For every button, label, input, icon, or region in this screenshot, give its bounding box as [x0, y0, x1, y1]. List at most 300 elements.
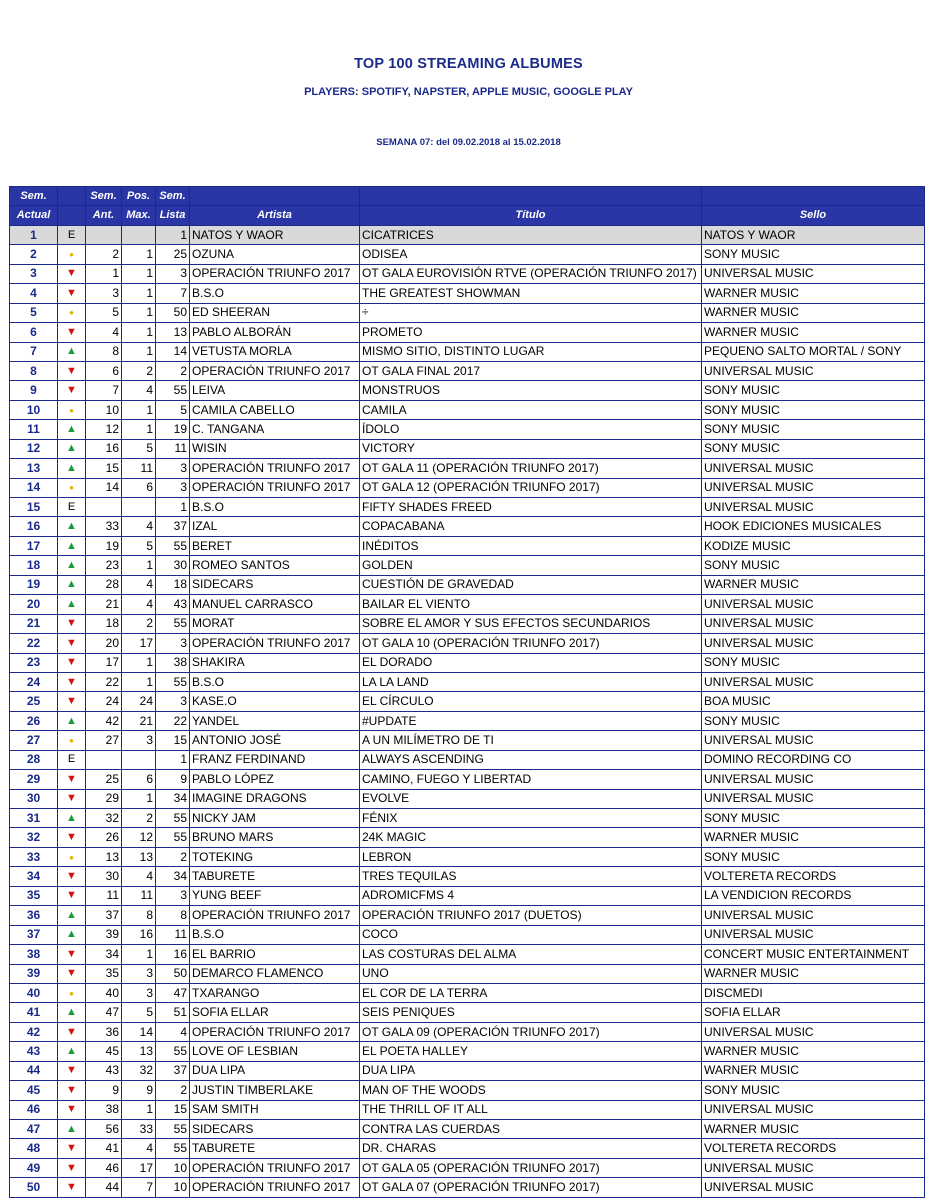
trend-cell [58, 828, 86, 847]
table-row [10, 1139, 925, 1158]
table-row [10, 964, 925, 983]
position-cell: 44 [10, 1061, 58, 1080]
title-cell: ADROMICFMS 4 [360, 886, 702, 905]
chart-table [9, 186, 925, 1198]
weeks-on-chart-cell: 37 [156, 1061, 190, 1080]
previous-week-cell: 34 [86, 945, 122, 964]
title-cell: DUA LIPA [360, 1061, 702, 1080]
previous-week-cell: 39 [86, 925, 122, 944]
label-cell: LA VENDICION RECORDS [702, 886, 925, 905]
trend-cell [58, 1120, 86, 1139]
label-cell: UNIVERSAL MUSIC [702, 264, 925, 283]
title-cell: OT GALA 12 (OPERACIÓN TRIUNFO 2017) [360, 478, 702, 497]
artist-cell: KASE.O [190, 692, 360, 711]
table-row [10, 1100, 925, 1119]
peak-position-cell: 16 [122, 925, 156, 944]
position-cell: 30 [10, 789, 58, 808]
weeks-on-chart-cell: 55 [156, 809, 190, 828]
triangle-down-icon: ▼ [66, 656, 77, 669]
artist-cell: LEIVA [190, 381, 360, 400]
peak-position-cell: 2 [122, 809, 156, 828]
peak-position-cell: 4 [122, 595, 156, 614]
artist-cell: BERET [190, 536, 360, 555]
trend-cell [58, 439, 86, 458]
weeks-on-chart-cell: 11 [156, 925, 190, 944]
triangle-up-icon: ▲ [66, 559, 77, 572]
col-sello-top [702, 187, 925, 206]
trend-cell [58, 964, 86, 983]
artist-cell: TOTEKING [190, 847, 360, 866]
triangle-up-icon: ▲ [66, 1006, 77, 1019]
position-cell: 39 [10, 964, 58, 983]
col-ant-bottom: Ant. [86, 206, 122, 225]
new-entry-marker: E [67, 228, 76, 241]
table-row [10, 634, 925, 653]
col-artista-top [190, 187, 360, 206]
previous-week-cell: 42 [86, 711, 122, 730]
peak-position-cell: 1 [122, 303, 156, 322]
artist-cell: B.S.O [190, 925, 360, 944]
title-cell: CAMILA [360, 400, 702, 419]
artist-cell: VETUSTA MORLA [190, 342, 360, 361]
peak-position-cell [122, 498, 156, 517]
table-row [10, 1158, 925, 1177]
triangle-up-icon: ▲ [66, 578, 77, 591]
previous-week-cell: 37 [86, 906, 122, 925]
table-row [10, 789, 925, 808]
trend-cell [58, 361, 86, 380]
table-row [10, 1003, 925, 1022]
label-cell: SONY MUSIC [702, 847, 925, 866]
position-cell: 21 [10, 614, 58, 633]
previous-week-cell: 10 [86, 400, 122, 419]
title-cell: TRES TEQUILAS [360, 867, 702, 886]
peak-position-cell: 2 [122, 614, 156, 633]
chart-body [10, 225, 925, 1197]
position-cell: 6 [10, 323, 58, 342]
weeks-on-chart-cell: 34 [156, 867, 190, 886]
trend-cell [58, 1003, 86, 1022]
weeks-on-chart-cell: 4 [156, 1022, 190, 1041]
table-row [10, 225, 925, 244]
trend-cell [58, 1158, 86, 1177]
triangle-down-icon: ▼ [66, 1142, 77, 1155]
table-row [10, 517, 925, 536]
label-cell: HOOK EDICIONES MUSICALES [702, 517, 925, 536]
previous-week-cell: 23 [86, 556, 122, 575]
trend-cell [58, 400, 86, 419]
artist-cell: OPERACIÓN TRIUNFO 2017 [190, 1022, 360, 1041]
table-row [10, 381, 925, 400]
title-cell: CAMINO, FUEGO Y LIBERTAD [360, 770, 702, 789]
position-cell: 27 [10, 731, 58, 750]
peak-position-cell: 1 [122, 945, 156, 964]
trend-cell [58, 342, 86, 361]
trend-cell [58, 1178, 86, 1197]
table-row [10, 575, 925, 594]
trend-cell [58, 517, 86, 536]
table-row [10, 770, 925, 789]
previous-week-cell: 18 [86, 614, 122, 633]
title-cell: OT GALA EUROVISIÓN RTVE (OPERACIÓN TRIUNFO 2017) [360, 264, 702, 283]
peak-position-cell: 1 [122, 672, 156, 691]
peak-position-cell: 3 [122, 964, 156, 983]
label-cell: WARNER MUSIC [702, 1061, 925, 1080]
artist-cell: OPERACIÓN TRIUNFO 2017 [190, 478, 360, 497]
triangle-up-icon: ▲ [66, 461, 77, 474]
previous-week-cell: 4 [86, 323, 122, 342]
previous-week-cell: 28 [86, 575, 122, 594]
trend-cell [58, 264, 86, 283]
peak-position-cell: 5 [122, 536, 156, 555]
title-cell: VICTORY [360, 439, 702, 458]
position-cell: 38 [10, 945, 58, 964]
triangle-up-icon: ▲ [66, 442, 77, 455]
trend-cell [58, 459, 86, 478]
peak-position-cell: 4 [122, 517, 156, 536]
label-cell: SONY MUSIC [702, 245, 925, 264]
weeks-on-chart-cell: 2 [156, 847, 190, 866]
position-cell: 3 [10, 264, 58, 283]
col-trend-bottom [58, 206, 86, 225]
label-cell: WARNER MUSIC [702, 575, 925, 594]
table-row [10, 614, 925, 633]
trend-cell [58, 575, 86, 594]
position-cell: 22 [10, 634, 58, 653]
title-cell: INÉDITOS [360, 536, 702, 555]
weeks-on-chart-cell: 3 [156, 692, 190, 711]
position-cell: 42 [10, 1022, 58, 1041]
previous-week-cell: 11 [86, 886, 122, 905]
position-cell: 48 [10, 1139, 58, 1158]
table-row [10, 595, 925, 614]
artist-cell: CAMILA CABELLO [190, 400, 360, 419]
label-cell: WARNER MUSIC [702, 323, 925, 342]
new-entry-marker: E [67, 753, 76, 766]
weeks-on-chart-cell: 14 [156, 342, 190, 361]
triangle-down-icon: ▼ [66, 1161, 77, 1174]
label-cell: WARNER MUSIC [702, 828, 925, 847]
table-row [10, 361, 925, 380]
weeks-on-chart-cell: 16 [156, 945, 190, 964]
artist-cell: IZAL [190, 517, 360, 536]
weeks-on-chart-cell: 7 [156, 284, 190, 303]
peak-position-cell: 1 [122, 284, 156, 303]
peak-position-cell: 24 [122, 692, 156, 711]
position-cell: 9 [10, 381, 58, 400]
weeks-on-chart-cell: 19 [156, 420, 190, 439]
title-cell: EL COR DE LA TERRA [360, 983, 702, 1002]
title-cell: SEIS PENIQUES [360, 1003, 702, 1022]
label-cell: UNIVERSAL MUSIC [702, 1158, 925, 1177]
weeks-on-chart-cell: 3 [156, 886, 190, 905]
dot-icon: ● [69, 308, 74, 318]
position-cell: 5 [10, 303, 58, 322]
triangle-down-icon: ▼ [66, 1025, 77, 1038]
title-cell: THE THRILL OF IT ALL [360, 1100, 702, 1119]
triangle-up-icon: ▲ [66, 928, 77, 941]
triangle-down-icon: ▼ [66, 792, 77, 805]
weeks-on-chart-cell: 3 [156, 634, 190, 653]
table-row [10, 1022, 925, 1041]
artist-cell: ED SHEERAN [190, 303, 360, 322]
position-cell: 14 [10, 478, 58, 497]
previous-week-cell [86, 750, 122, 769]
position-cell: 50 [10, 1178, 58, 1197]
peak-position-cell [122, 750, 156, 769]
peak-position-cell: 13 [122, 847, 156, 866]
previous-week-cell: 5 [86, 303, 122, 322]
previous-week-cell: 46 [86, 1158, 122, 1177]
label-cell: SONY MUSIC [702, 381, 925, 400]
table-row [10, 1081, 925, 1100]
artist-cell: OPERACIÓN TRIUNFO 2017 [190, 1158, 360, 1177]
title-cell: EVOLVE [360, 789, 702, 808]
artist-cell: PABLO LÓPEZ [190, 770, 360, 789]
trend-cell [58, 614, 86, 633]
table-row [10, 672, 925, 691]
previous-week-cell: 56 [86, 1120, 122, 1139]
trend-cell [58, 867, 86, 886]
label-cell: UNIVERSAL MUSIC [702, 478, 925, 497]
weeks-on-chart-cell: 3 [156, 478, 190, 497]
previous-week-cell: 22 [86, 672, 122, 691]
artist-cell: YANDEL [190, 711, 360, 730]
dot-icon: ● [69, 988, 74, 998]
trend-cell [58, 536, 86, 555]
peak-position-cell: 21 [122, 711, 156, 730]
trend-cell [58, 847, 86, 866]
triangle-down-icon: ▼ [66, 870, 77, 883]
artist-cell: MORAT [190, 614, 360, 633]
table-row [10, 809, 925, 828]
weeks-on-chart-cell: 25 [156, 245, 190, 264]
title-cell: FIFTY SHADES FREED [360, 498, 702, 517]
artist-cell: LOVE OF LESBIAN [190, 1042, 360, 1061]
position-cell: 10 [10, 400, 58, 419]
previous-week-cell [86, 225, 122, 244]
artist-cell: SIDECARS [190, 575, 360, 594]
weeks-on-chart-cell: 8 [156, 906, 190, 925]
triangle-up-icon: ▲ [66, 539, 77, 552]
label-cell: UNIVERSAL MUSIC [702, 459, 925, 478]
weeks-on-chart-cell: 3 [156, 459, 190, 478]
triangle-down-icon: ▼ [66, 675, 77, 688]
triangle-down-icon: ▼ [66, 947, 77, 960]
label-cell: UNIVERSAL MUSIC [702, 1178, 925, 1197]
position-cell: 37 [10, 925, 58, 944]
table-row [10, 847, 925, 866]
trend-cell [58, 906, 86, 925]
previous-week-cell: 7 [86, 381, 122, 400]
triangle-up-icon: ▲ [66, 345, 77, 358]
title-cell: CICATRICES [360, 225, 702, 244]
artist-cell: ANTONIO JOSÉ [190, 731, 360, 750]
peak-position-cell: 6 [122, 478, 156, 497]
position-cell: 25 [10, 692, 58, 711]
col-titulo-header: Título [360, 206, 702, 225]
position-cell: 20 [10, 595, 58, 614]
table-row [10, 925, 925, 944]
previous-week-cell: 6 [86, 361, 122, 380]
trend-cell [58, 284, 86, 303]
table-row [10, 342, 925, 361]
label-cell: KODIZE MUSIC [702, 536, 925, 555]
title-cell: UNO [360, 964, 702, 983]
artist-cell: MANUEL CARRASCO [190, 595, 360, 614]
artist-cell: OPERACIÓN TRIUNFO 2017 [190, 634, 360, 653]
triangle-down-icon: ▼ [66, 364, 77, 377]
triangle-down-icon: ▼ [66, 267, 77, 280]
position-cell: 26 [10, 711, 58, 730]
triangle-up-icon: ▲ [66, 1044, 77, 1057]
position-cell: 4 [10, 284, 58, 303]
weeks-on-chart-cell: 10 [156, 1158, 190, 1177]
label-cell: SONY MUSIC [702, 711, 925, 730]
position-cell: 46 [10, 1100, 58, 1119]
week-range: SEMANA 07: del 09.02.2018 al 15.02.2018 [376, 137, 561, 148]
artist-cell: OPERACIÓN TRIUNFO 2017 [190, 264, 360, 283]
artist-cell: DEMARCO FLAMENCO [190, 964, 360, 983]
triangle-down-icon: ▼ [66, 889, 77, 902]
artist-cell: SAM SMITH [190, 1100, 360, 1119]
title-cell: OT GALA 10 (OPERACIÓN TRIUNFO 2017) [360, 634, 702, 653]
title-cell: 24K MAGIC [360, 828, 702, 847]
trend-cell [58, 692, 86, 711]
header-row-top [10, 187, 925, 206]
previous-week-cell: 19 [86, 536, 122, 555]
position-cell: 17 [10, 536, 58, 555]
label-cell: UNIVERSAL MUSIC [702, 361, 925, 380]
title-cell: ALWAYS ASCENDING [360, 750, 702, 769]
weeks-on-chart-cell: 37 [156, 517, 190, 536]
triangle-down-icon: ▼ [66, 636, 77, 649]
title-cell: OT GALA 07 (OPERACIÓN TRIUNFO 2017) [360, 1178, 702, 1197]
position-cell: 47 [10, 1120, 58, 1139]
table-row [10, 906, 925, 925]
title-cell: OT GALA 11 (OPERACIÓN TRIUNFO 2017) [360, 459, 702, 478]
label-cell: SOFIA ELLAR [702, 1003, 925, 1022]
weeks-on-chart-cell: 55 [156, 614, 190, 633]
position-cell: 32 [10, 828, 58, 847]
artist-cell: JUSTIN TIMBERLAKE [190, 1081, 360, 1100]
previous-week-cell: 20 [86, 634, 122, 653]
position-cell: 31 [10, 809, 58, 828]
weeks-on-chart-cell: 55 [156, 536, 190, 555]
trend-cell [58, 1042, 86, 1061]
previous-week-cell: 47 [86, 1003, 122, 1022]
triangle-down-icon: ▼ [66, 384, 77, 397]
previous-week-cell: 43 [86, 1061, 122, 1080]
previous-week-cell: 8 [86, 342, 122, 361]
weeks-on-chart-cell: 55 [156, 1139, 190, 1158]
col-lista-bottom: Lista [156, 206, 190, 225]
weeks-on-chart-cell: 15 [156, 1100, 190, 1119]
position-cell: 7 [10, 342, 58, 361]
table-row [10, 303, 925, 322]
label-cell: NATOS Y WAOR [702, 225, 925, 244]
previous-week-cell: 3 [86, 284, 122, 303]
title-cell: MISMO SITIO, DISTINTO LUGAR [360, 342, 702, 361]
peak-position-cell: 1 [122, 653, 156, 672]
trend-cell [58, 945, 86, 964]
position-cell: 33 [10, 847, 58, 866]
trend-cell [58, 789, 86, 808]
peak-position-cell: 4 [122, 1139, 156, 1158]
label-cell: SONY MUSIC [702, 1081, 925, 1100]
label-cell: BOA MUSIC [702, 692, 925, 711]
peak-position-cell: 4 [122, 381, 156, 400]
label-cell: WARNER MUSIC [702, 1042, 925, 1061]
position-cell: 49 [10, 1158, 58, 1177]
table-row [10, 245, 925, 264]
artist-cell: YUNG BEEF [190, 886, 360, 905]
title-cell: OT GALA 05 (OPERACIÓN TRIUNFO 2017) [360, 1158, 702, 1177]
peak-position-cell: 17 [122, 634, 156, 653]
artist-cell: OPERACIÓN TRIUNFO 2017 [190, 906, 360, 925]
header-row-bottom [10, 206, 925, 225]
artist-cell: NATOS Y WAOR [190, 225, 360, 244]
trend-cell [58, 886, 86, 905]
table-row [10, 711, 925, 730]
artist-cell: OPERACIÓN TRIUNFO 2017 [190, 1178, 360, 1197]
triangle-down-icon: ▼ [66, 325, 77, 338]
table-row [10, 867, 925, 886]
table-row [10, 498, 925, 517]
label-cell: WARNER MUSIC [702, 1120, 925, 1139]
triangle-down-icon: ▼ [66, 967, 77, 980]
artist-cell: TABURETE [190, 1139, 360, 1158]
peak-position-cell: 33 [122, 1120, 156, 1139]
label-cell: SONY MUSIC [702, 439, 925, 458]
title-cell: ÷ [360, 303, 702, 322]
title-cell: LAS COSTURAS DEL ALMA [360, 945, 702, 964]
title-cell: LEBRON [360, 847, 702, 866]
position-cell: 2 [10, 245, 58, 264]
weeks-on-chart-cell: 55 [156, 1042, 190, 1061]
table-row [10, 400, 925, 419]
weeks-on-chart-cell: 51 [156, 1003, 190, 1022]
position-cell: 8 [10, 361, 58, 380]
table-row [10, 886, 925, 905]
title-cell: A UN MILÍMETRO DE TI [360, 731, 702, 750]
position-cell: 19 [10, 575, 58, 594]
new-entry-marker: E [67, 500, 76, 513]
artist-cell: NICKY JAM [190, 809, 360, 828]
trend-cell [58, 750, 86, 769]
artist-cell: OPERACIÓN TRIUNFO 2017 [190, 459, 360, 478]
label-cell: UNIVERSAL MUSIC [702, 789, 925, 808]
col-max-top: Pos. [122, 187, 156, 206]
previous-week-cell: 26 [86, 828, 122, 847]
weeks-on-chart-cell: 34 [156, 789, 190, 808]
weeks-on-chart-cell: 55 [156, 672, 190, 691]
weeks-on-chart-cell: 1 [156, 750, 190, 769]
peak-position-cell: 4 [122, 867, 156, 886]
page-title: TOP 100 STREAMING ALBUMES [354, 56, 583, 72]
triangle-down-icon: ▼ [66, 772, 77, 785]
label-cell: UNIVERSAL MUSIC [702, 731, 925, 750]
triangle-up-icon: ▲ [66, 422, 77, 435]
weeks-on-chart-cell: 18 [156, 575, 190, 594]
trend-cell [58, 634, 86, 653]
peak-position-cell: 1 [122, 789, 156, 808]
peak-position-cell: 4 [122, 575, 156, 594]
position-cell: 13 [10, 459, 58, 478]
dot-icon: ● [69, 852, 74, 862]
trend-cell [58, 653, 86, 672]
trend-cell [58, 381, 86, 400]
